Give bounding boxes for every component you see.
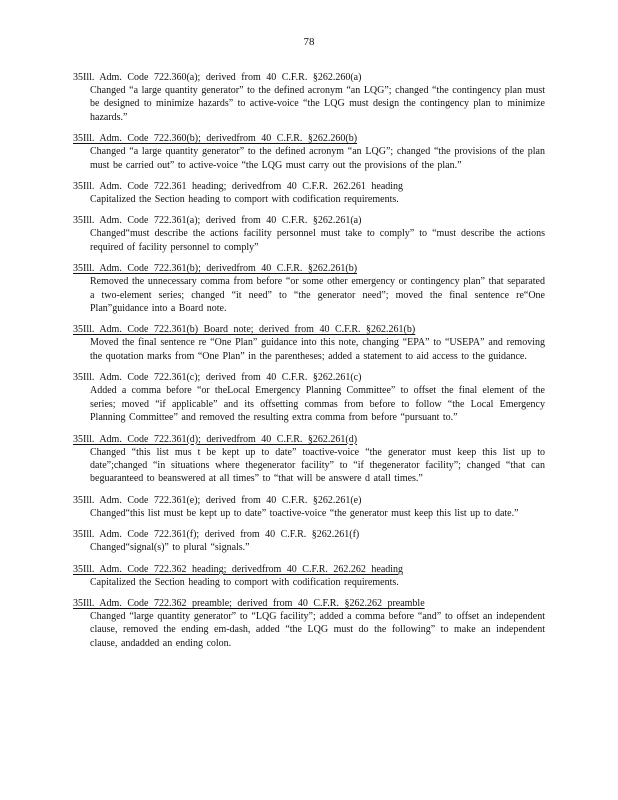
entry-body: Changed“must describe the actions facility personnel must take to comply” to “must describe the actions required of facility personnel to comply” <box>90 228 545 253</box>
entry-heading: 35Ill. Adm. Code 722.361(c); derived from 40 C.F.R. §262.261(c) <box>73 372 362 384</box>
entry <box>73 371 545 424</box>
entry-body: Changed“signal(s)” to plural “signals.” <box>90 542 250 554</box>
entry-heading: 35Ill. Adm. Code 722.361(a); derived from 40 C.F.R. §262.261(a) <box>73 215 362 227</box>
entry-body: Changed “a large quantity generator” to the defined acronym “an LQG”; changed “the provisions of the plan must be carried out” to active-voice “the LQG must carry out the provisions of the plan.” <box>90 146 545 171</box>
entries-list <box>73 71 545 658</box>
entry-heading: 35Ill. Adm. Code 722.362 heading; derivedfrom 40 C.F.R. 262.262 heading <box>73 563 404 575</box>
entry-body: Moved the final sentence re “One Plan” guidance into this note, changing “EPA” to “USEPA” and removing the quotation marks from “One Plan” in the parentheses; added a statement to aid access to the guidance. <box>90 337 545 362</box>
entry-heading: 35Ill. Adm. Code 722.362 preamble; derived from 40 C.F.R. §262.262 preamble <box>73 597 425 609</box>
entry-body: Changed “this list mus t be kept up to date” toactive-voice “the generator must keep this list up to date”;changed “in situations where thegenerator facility” to “if thegenerator facility”; changed “that can beguaranteed to beanswered at all times” to “that will be answere d atall times.” <box>90 446 545 485</box>
entry <box>73 71 545 124</box>
entry-heading: 35Ill. Adm. Code 722.360(a); derived from 40 C.F.R. §262.260(a) <box>73 72 362 83</box>
entry <box>73 563 545 589</box>
entry-body: Capitalized the Section heading to comport with codification requirements. <box>90 576 399 588</box>
entry <box>73 262 545 315</box>
entry-body: Changed “a large quantity generator” to the defined acronym “an LQG”; changed “the contingency plan must be designed to minimize hazards” to active-voice “the LQG must design the contingency plan to minimize hazards.” <box>90 85 545 123</box>
entry-heading: 35Ill. Adm. Code 722.361(f); derived from 40 C.F.R. §262.261(f) <box>73 529 360 541</box>
entry <box>73 180 545 206</box>
entry <box>73 132 545 172</box>
page-number: 78 <box>303 36 315 48</box>
entry <box>73 597 545 650</box>
entry <box>73 323 545 363</box>
entry <box>73 214 545 254</box>
entry-heading: 35Ill. Adm. Code 722.361(b); derivedfrom 40 C.F.R. §262.261(b) <box>73 263 358 275</box>
entry-body: Changed “large quantity generator” to “LQG facility”; added a comma before “and” to offset an independent clause, removed the ending em-dash, added “the LQG must do the following” to make an independent clause, andadded an ending colon. <box>90 610 545 649</box>
entry-heading: 35Ill. Adm. Code 722.360(b); derivedfrom 40 C.F.R. §262.260(b) <box>73 133 358 145</box>
entry-body: Capitalized the Section heading to comport with codification requirements. <box>90 194 399 206</box>
entry-heading: 35Ill. Adm. Code 722.361(b) Board note; derived from 40 C.F.R. §262.261(b) <box>73 324 416 336</box>
entry <box>73 433 545 486</box>
entry-heading: 35Ill. Adm. Code 722.361 heading; derivedfrom 40 C.F.R. 262.261 heading <box>73 181 404 193</box>
entry <box>73 528 545 554</box>
entry-body: Removed the unnecessary comma from before “or some other emergency or contingency plan” that separated a two-element series; changed “it need” to “the generator need”; moved the final sentence re“One Plan”guidance into a Board note. <box>90 276 545 315</box>
entry <box>73 494 545 520</box>
entry-body: Added a comma before “or theLocal Emergency Planning Committee” to offset the final element of the series; moved “if applicable” and its offsetting commas from before to follow “the Local Emergency Planning Committee” and removed the resulting extra comma from before “pursuant to.” <box>90 385 545 424</box>
entry-heading: 35Ill. Adm. Code 722.361(e); derived from 40 C.F.R. §262.261(e) <box>73 494 362 506</box>
entry-heading: 35Ill. Adm. Code 722.361(d); derivedfrom 40 C.F.R. §262.261(d) <box>73 433 358 445</box>
entry-body: Changed“this list must be kept up to date” toactive-voice “the generator must keep this list up to date.” <box>90 507 519 519</box>
